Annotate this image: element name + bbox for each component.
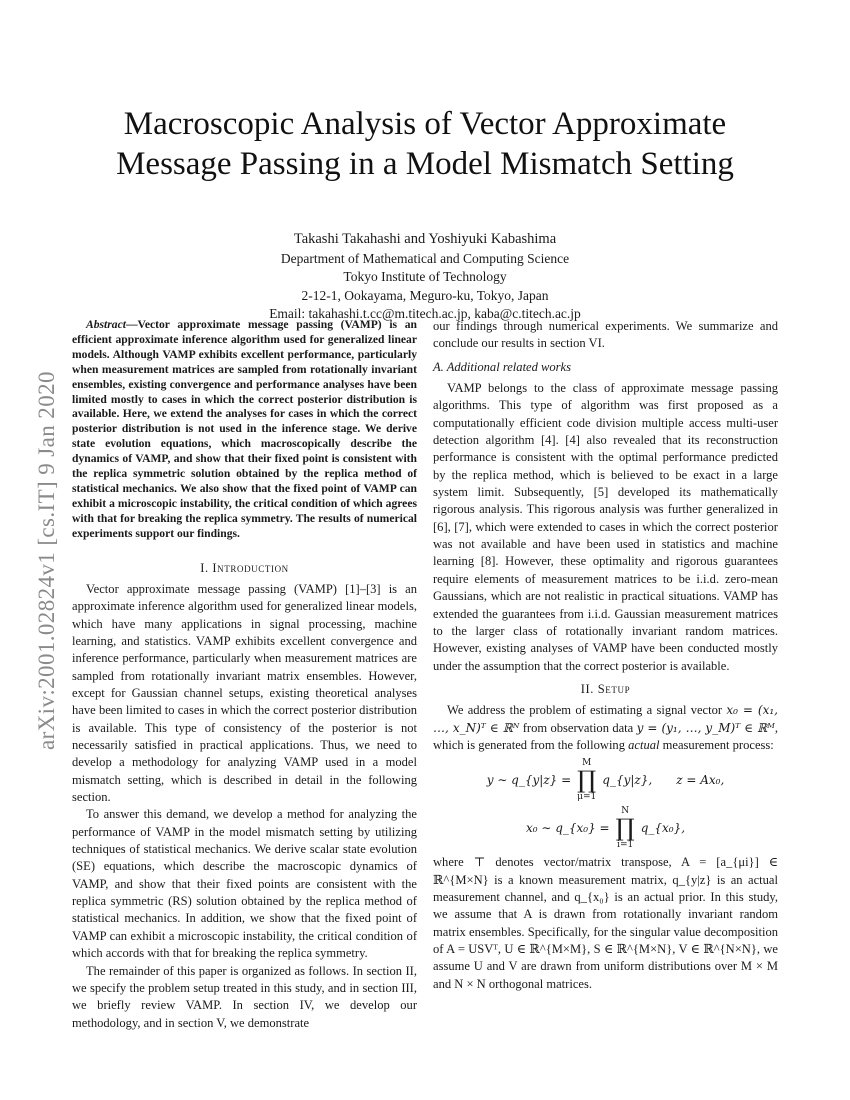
equation-prior (433, 806, 778, 850)
eq1-lower-limit: μ=1 (577, 792, 597, 803)
setup-text-d: measurement process: (659, 737, 774, 752)
eq1-upper-limit: M (582, 758, 592, 769)
title-line-1: Macroscopic Analysis of Vector Approximate (123, 106, 727, 142)
signal-vector-math: x₀ = (x₁, …, x_N)ᵀ ∈ ℝᴺ (433, 703, 778, 735)
intro-paragraph-3-continued: our findings through numerical experiments. We summarize and conclude our results in section VI. (433, 319, 778, 351)
setup-text-a: We address the problem of estimating a signal vector (447, 703, 727, 718)
abstract (72, 318, 417, 542)
right-column (433, 318, 778, 993)
author-department: Department of Mathematical and Computing Science (280, 250, 570, 266)
intro-paragraph-2: To answer this demand, we develop a method for analyzing the performance of VAMP in the model mismatch setting by utilizing techniques of statistical mechanics. We derive scalar state evolution (SE) equations, which describe the macroscopic dynamics of VAMP, and show that their fixed points are consistent with the replica symmetric (RS) solution obtained by the replica method of statistical mechanics. In addition, we show that the fixed point of VAMP can exhibit a microscopic instability, the critical condition of which accords with that for breaking the replica symmetry. (72, 807, 417, 961)
author-institute: Tokyo Institute of Technology (343, 269, 507, 285)
eq2-lower-limit: i=1 (617, 840, 634, 851)
left-column (72, 318, 417, 1032)
title-line-2: Message Passing in a Model Mismatch Setting (116, 146, 734, 182)
author-email: Email: takahashi.t.cc@m.titech.ac.jp, kaba@c.titech.ac.jp (269, 306, 581, 322)
abstract-label: Abstract (86, 318, 126, 331)
author-address: 2-12-1, Ookayama, Meguro-ku, Tokyo, Japan (301, 287, 549, 303)
setup-paragraph-1 (433, 702, 778, 754)
section-heading-introduction: I. Introduction (200, 560, 289, 575)
product-operator (616, 806, 635, 850)
author-block (160, 230, 690, 324)
eq2-lhs: x₀ ∼ q_{x₀} = (525, 820, 610, 835)
equation-measurement (433, 758, 778, 802)
subsection-heading-related-works: A. Additional related works (433, 359, 572, 374)
eq1-rhs: z = Ax₀, (676, 772, 725, 787)
eq2-term: q_{x₀}, (640, 820, 686, 835)
product-symbol-icon: ∏ (577, 766, 597, 795)
intro-paragraph-3: The remainder of this paper is organized as follows. In section II, we specify the problem setup treated in this study, and in section III, we briefly review VAMP. In section IV, we develop our methodology, and in section V, we demonstrate (72, 963, 417, 1030)
setup-text-c: , which is generated from the following (433, 720, 778, 752)
product-symbol-icon: ∏ (615, 814, 635, 843)
paper-title (60, 104, 790, 184)
setup-text-b: from observation data (519, 720, 637, 735)
author-names: Takashi Takahashi and Yoshiyuki Kabashima (293, 231, 557, 247)
eq2-upper-limit: N (621, 806, 630, 817)
eq1-term: q_{y|z}, (602, 772, 653, 787)
abstract-text: —Vector approximate message passing (VAMP) is an efficient approximate inference algorithm used for generalized linear models. Although VAMP exhibits excellent performance, particularly when measurement matrices are sampled from rotationally invariant ensembles, existing convergence and performance analyses have been limited mostly to cases in which the correct posterior distribution is available. Here, we extend the analyses for cases in which the correct posterior distribution is not used in the inference stage. We derive state evolution equations, which macroscopically describe the dynamics of VAMP, and show that their fixed point is consistent with the replica symmetric solution obtained by the replica method of statistical mechanics. We also show that the fixed point of VAMP can exhibit a microscopic instability, the critical condition of which agrees with that for breaking the replica symmetry. The results of numerical experiments support our findings. (72, 318, 417, 540)
section-heading-setup: II. Setup (580, 681, 631, 696)
eq1-lhs: y ∼ q_{y|z} = (486, 772, 572, 787)
product-operator (577, 758, 596, 802)
related-works-paragraph: VAMP belongs to the class of approximate message passing algorithms. This type of algorithm was first proposed as a computationally efficient code division multiple access multi-user detection algorithm [4]. [4] also revealed that its reconstruction performance is consistent with the optimal performance predicted by the replica method, which is believed to be exact in a large system limit. Subsequently, [5] developed its mathematically rigorous analysis. This rigorous analysis was further generalized in [6], [7], which were extended to cases in which the correct posterior was not available and have been used in statistics and machine learning [8]. However, these optimality and rigorous guarantees require elements of measurement matrices to be i.i.d. zero-mean Gaussians, which are not realistic in practical situations. VAMP has extended the guarantees from i.i.d. Gaussian measurement matrices to the larger class of rotationally invariant random matrices. However, existing analyses of VAMP have been conducted mostly under the assumption that the correct posterior is available. (433, 381, 778, 673)
observation-vector-math: y = (y₁, …, y_M)ᵀ ∈ ℝᴹ (636, 720, 775, 735)
setup-paragraph-2: where ⊤ denotes vector/matrix transpose, A = [a_{μi}] ∈ ℝ^{M×N} is a known measurement matrix, q_{y|z} is an actual measurement channel, and q_{x₀} is an actual prior. In this study, we assume that A is drawn from rotationally invariant random matrix ensembles. Specifically, for the singular value decomposition of A = USVᵀ, U ∈ ℝ^{M×M}, S ∈ ℝ^{M×N}, V ∈ ℝ^{N×N}, we assume U and V are drawn from uniform distributions over M × M and N × N orthogonal matrices. (433, 855, 778, 991)
arxiv-identifier: arXiv:2001.02824v1 [cs.IT] 9 Jan 2020 (34, 371, 59, 750)
intro-paragraph-1: Vector approximate message passing (VAMP) [1]–[3] is an approximate inference algorithm used for generalized linear models, which have many applications in signal processing, machine learning, and statistics. VAMP exhibits excellent convergence and inference performance, particularly when measurement matrices are sampled from rotationally invariant matrix ensembles. However, except for Gaussian channel setups, existing theoretical analyses have been limited to cases in which the correct posterior distribution is available. This type of consistency of the posterior is not necessarily satisfied in practical applications. Thus, we need to develop a methodology for analyzing VAMP used in a model mismatch setting, which is described in detail in the following section. (72, 581, 417, 805)
actual-emphasis: actual (628, 737, 660, 752)
